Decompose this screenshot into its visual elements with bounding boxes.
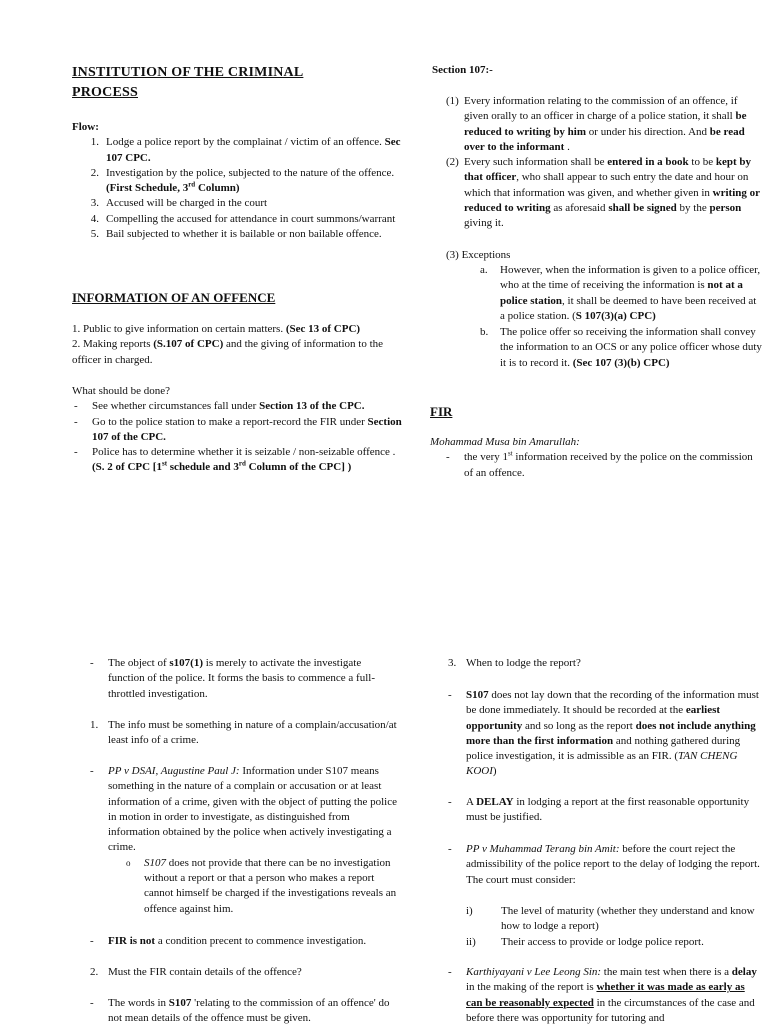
point-number: 3. bbox=[448, 657, 457, 669]
sub2-c: to be bbox=[688, 156, 716, 168]
flow-label: Flow: bbox=[72, 121, 99, 133]
sub2-i: by the bbox=[676, 201, 710, 214]
flow-item-number: 4. bbox=[90, 212, 99, 225]
fir-definition bbox=[430, 435, 760, 481]
flow-item-number: 1. bbox=[90, 136, 99, 149]
flow-item-text-bold: Sec 107 CPC. bbox=[106, 136, 401, 164]
exception-marker: a. bbox=[480, 264, 488, 276]
karthi-b: delay bbox=[731, 966, 757, 978]
flow-item-text-plain: Investigation by the police, subjected to the nature of the offence. bbox=[106, 166, 395, 179]
karthi-case-name: Karthiyayani v Lee Leong Sin: bbox=[466, 966, 602, 978]
subsection-number: (1) bbox=[446, 95, 459, 107]
roman-marker: ii) bbox=[466, 935, 476, 948]
list-item bbox=[88, 934, 398, 949]
circle-b: does not provide that there can be no investigation without a report or that a person who makes a report cannot himself be charged if the investigations reveals an offence against him. bbox=[144, 856, 397, 915]
flow-item bbox=[72, 135, 402, 166]
what-done-question: What should be done? bbox=[72, 385, 171, 397]
info-paragraph-2 bbox=[72, 337, 397, 368]
exc-b-b: (Sec 107 (3)(b) CPC) bbox=[572, 356, 670, 369]
roman-item bbox=[466, 904, 760, 935]
numbered-row bbox=[88, 965, 398, 980]
section-107-subsection-1 bbox=[446, 94, 761, 155]
list-item-text bbox=[92, 399, 402, 414]
terang-case-name: PP v Muhammad Terang bin Amit: bbox=[466, 843, 620, 855]
flow-item-text-bold: (First Schedule, 3rd Column) bbox=[106, 180, 240, 195]
flow-item-number: 3. bbox=[90, 197, 99, 210]
dsai-case-block bbox=[88, 764, 398, 917]
fir-case-name bbox=[430, 435, 760, 450]
circle-bullet-icon: o bbox=[126, 857, 131, 868]
list-item bbox=[88, 764, 398, 856]
subsection-text bbox=[464, 94, 761, 155]
list-item bbox=[446, 842, 760, 888]
circle-list-item bbox=[88, 856, 398, 917]
words-c: 'relating to the commission of an offence' do not mean details of the offence must be given. bbox=[108, 997, 390, 1024]
list-item-text bbox=[466, 688, 760, 780]
dash-bullet: - bbox=[74, 415, 78, 428]
object-a: The object of bbox=[108, 657, 170, 669]
object-c: is merely to activate the investigate function of the police. It forms the basis to commence a full-throttled investigation. bbox=[108, 657, 375, 700]
sub2-e: , who shall appear to such entry the date and hour on which that information was given, and whether given in bbox=[464, 171, 749, 199]
flow-item bbox=[72, 212, 402, 227]
s107-h: ) bbox=[492, 765, 497, 778]
flow-item-number: 2. bbox=[90, 166, 99, 179]
fir-not-a: FIR is not bbox=[108, 935, 156, 947]
sub2-b: entered in a book bbox=[607, 156, 689, 168]
delay-c: in lodging a report at the first reasonable opportunity must be justified. bbox=[466, 796, 750, 824]
terang-text: before the court reject the admissibility of the police report to the delay of lodging the report. The court must consider: bbox=[466, 843, 760, 886]
list-item-text bbox=[466, 795, 760, 826]
exc-a-d: S 107(3)(a) CPC) bbox=[575, 309, 656, 322]
numbered-row bbox=[446, 656, 760, 671]
dash-bullet: - bbox=[448, 966, 452, 978]
exception-a bbox=[480, 263, 762, 324]
sub1-a: Every information relating to the commission of an offence, if given orally to an officer in charge of a police station, it shall bbox=[464, 95, 738, 123]
info-paragraph-1 bbox=[72, 322, 397, 337]
flow-item-text: Accused will be charged in the court bbox=[106, 197, 268, 210]
s107-timing bbox=[446, 688, 760, 780]
words-b: S107 bbox=[168, 997, 192, 1009]
dash-bullet: - bbox=[90, 765, 94, 777]
fir-case-italic: Mohammad Musa bin Amarullah: bbox=[430, 436, 580, 448]
title-line-2: PROCESS bbox=[72, 85, 138, 100]
exc-a-b: not at a police station bbox=[500, 279, 743, 307]
flow-item bbox=[72, 166, 402, 197]
info-p2-plain: 2. Making reports bbox=[72, 338, 154, 351]
s107-b: does not lay down that the recording of the information must be done immediately. It should be recorded at the bbox=[466, 689, 759, 717]
information-paragraphs bbox=[72, 322, 397, 368]
dash-bullet: - bbox=[448, 689, 452, 701]
flow-item-number: 5. bbox=[90, 228, 99, 241]
exc-a-c: , it shall be deemed to have been received at a police station. ( bbox=[500, 294, 757, 322]
list-item bbox=[88, 996, 398, 1024]
roman-text: The level of maturity (whether they understand and know how to lodge a report) bbox=[501, 905, 755, 933]
list-item-text bbox=[466, 965, 760, 1024]
sub2-f: writing or reduced to writing bbox=[464, 186, 760, 214]
subsection-text bbox=[464, 155, 761, 231]
dash-bullet: - bbox=[74, 400, 78, 413]
dsai-case-name: PP v DSAI, Augustine Paul J: bbox=[108, 765, 240, 777]
sub2-j: person bbox=[709, 201, 742, 214]
list-item-plain: Go to the police station to make a report-record the FIR under bbox=[92, 415, 368, 428]
delay-a: A bbox=[466, 796, 477, 808]
circle-item-text bbox=[144, 856, 398, 917]
subsection-row bbox=[446, 155, 761, 231]
list-item bbox=[72, 399, 402, 414]
s107-f: and nothing gathered during police investigation, it is admissible as an FIR. ( bbox=[466, 734, 741, 763]
list-item-text bbox=[92, 445, 402, 476]
dsai-text: Information under S107 means something in the nature of a complain or accusation or at least information of a crime, given with the object of putting the police in motion in order to investigate, as distinguished from information obtained by the police when actively investigating a crime. bbox=[108, 765, 397, 854]
dash-bullet: - bbox=[90, 657, 94, 669]
terang-case-block bbox=[446, 842, 760, 888]
dash-bullet: - bbox=[90, 935, 94, 947]
exception-row bbox=[480, 325, 762, 371]
list-item bbox=[446, 688, 760, 780]
dash-bullet: - bbox=[90, 997, 94, 1009]
words-in-s107 bbox=[88, 996, 398, 1024]
subsection-number: (2) bbox=[446, 156, 459, 168]
sub1-b: be reduced to writing by him bbox=[464, 110, 747, 138]
list-item-plain: Police has to determine whether it is seizable / non-seizable offence . bbox=[92, 446, 396, 459]
karthi-e: in the circumstances of the case and before there was opportunity for tutoring and bbox=[466, 996, 755, 1024]
list-item bbox=[430, 450, 760, 481]
list-item-plain: See whether circumstances fall under bbox=[92, 400, 260, 413]
page-two bbox=[0, 512, 768, 1024]
list-item-bold: Section 13 of the CPC. bbox=[259, 400, 365, 413]
karthiyayani-case-block bbox=[446, 965, 760, 1024]
sub2-k: giving it. bbox=[464, 217, 504, 230]
sub1-d: be read over to the informant bbox=[464, 125, 745, 153]
exception-text bbox=[500, 325, 762, 371]
list-item bbox=[446, 795, 760, 826]
list-item-text bbox=[108, 996, 398, 1024]
point-text: When to lodge the report? bbox=[466, 657, 581, 669]
flow-item-text: Compelling the accused for attendance in court summons/warrant bbox=[106, 212, 396, 225]
roman-item bbox=[466, 935, 760, 950]
list-item-text bbox=[108, 656, 398, 702]
exceptions-label: (3) Exceptions bbox=[446, 249, 511, 261]
flow-item-text-plain: Lodge a police report by the complainat / victim of an offence. bbox=[106, 136, 385, 149]
karthi-d: whether it was made as early as can be reasonably expected bbox=[466, 981, 745, 1009]
what-should-be-done-section bbox=[72, 384, 402, 476]
sub1-c: or under his direction. And bbox=[586, 125, 710, 138]
flow-item bbox=[72, 227, 402, 242]
subsection-row bbox=[446, 94, 761, 155]
information-heading: INFORMATION OF AN OFFENCE bbox=[72, 290, 276, 305]
list-item-text bbox=[108, 764, 398, 856]
flow-item bbox=[72, 196, 402, 211]
flow-item-text bbox=[106, 135, 402, 166]
exc-a-a: However, when the information is given to a police officer, who at the time of receiving the information is bbox=[500, 264, 761, 292]
info-p1-plain: 1. Public to give information on certain matters. bbox=[72, 323, 286, 335]
exception-marker: b. bbox=[480, 326, 489, 338]
section-107-heading: Section 107:- bbox=[432, 64, 493, 76]
list-item bbox=[446, 965, 760, 1024]
exception-b bbox=[480, 325, 762, 371]
list-item bbox=[72, 415, 402, 446]
flow-item-text bbox=[106, 166, 402, 197]
dash-bullet: - bbox=[446, 451, 450, 464]
s107-c: earliest opportunity bbox=[466, 704, 721, 732]
point-1 bbox=[88, 718, 398, 749]
sub2-g: as aforesaid bbox=[550, 201, 609, 214]
info-p2-bold: (S.107 of CPC) bbox=[153, 338, 224, 351]
karthi-a: the main test when there is a bbox=[601, 966, 732, 978]
fir-not-condition bbox=[88, 934, 398, 949]
object-b: s107(1) bbox=[169, 657, 204, 669]
numbered-row bbox=[88, 718, 398, 749]
point-text: The info must be something in nature of a complain/accusation/at least info of a crime. bbox=[108, 719, 397, 747]
sub2-a: Every such information shall be bbox=[464, 156, 608, 168]
list-item-text bbox=[108, 934, 398, 949]
title-line-1: INSTITUTION OF THE CRIMINAL bbox=[72, 65, 304, 80]
fir-not-b: a condition precent to commence investigation. bbox=[155, 935, 367, 947]
list-item-bold: Section 107 of the CPC. bbox=[92, 415, 402, 443]
exception-text bbox=[500, 263, 762, 324]
point-number: 1. bbox=[90, 719, 99, 731]
sub2-d: kept by that officer bbox=[464, 156, 752, 184]
point-number: 2. bbox=[90, 966, 99, 978]
s107-g: TAN CHENG KOOI bbox=[466, 750, 738, 778]
document-title bbox=[72, 63, 372, 103]
fir-heading: FIR bbox=[430, 404, 453, 419]
roman-list bbox=[466, 904, 760, 950]
section-107-subsection-2 bbox=[446, 155, 761, 231]
roman-text: Their access to provide or lodge police report. bbox=[501, 935, 704, 948]
point-3 bbox=[446, 656, 760, 671]
exc-b-a: The police offer so receiving the information shall convey the information to an OCS or any police officer whose duty it is to record it. bbox=[500, 326, 762, 369]
sub1-e: . bbox=[564, 140, 570, 153]
point-text: Must the FIR contain details of the offence? bbox=[108, 966, 302, 978]
list-item-text bbox=[466, 842, 760, 888]
circle-a: S107 bbox=[144, 856, 166, 869]
delay-paragraph bbox=[446, 795, 760, 826]
info-p2-tail: and the giving of information to the officer in charged. bbox=[72, 338, 384, 366]
dash-bullet: - bbox=[448, 796, 452, 808]
flow-section bbox=[72, 120, 402, 242]
list-item-text bbox=[92, 415, 402, 446]
dash-bullet: - bbox=[448, 843, 452, 855]
list-item-text: the very 1st information received by the police on the commission of an offence. bbox=[464, 449, 753, 479]
list-item-bold: (S. 2 of CPC [1st schedule and 3rd Column of the CPC] ) bbox=[92, 459, 352, 474]
object-paragraph bbox=[88, 656, 398, 702]
s107-e: does not include anything more than the first information bbox=[466, 719, 756, 747]
karthi-c: in the making of the report is bbox=[466, 981, 597, 994]
list-item bbox=[88, 656, 398, 702]
info-p1-bold: (Sec 13 of CPC) bbox=[285, 323, 361, 335]
exception-row bbox=[480, 263, 762, 324]
roman-marker: i) bbox=[466, 905, 473, 917]
flow-item-text: Bail subjected to whether it is bailable or non bailable offence. bbox=[106, 228, 382, 241]
s107-d: and so long as the report bbox=[522, 719, 636, 732]
list-item bbox=[72, 445, 402, 476]
dash-bullet: - bbox=[74, 446, 78, 459]
sub2-h: shall be signed bbox=[608, 201, 677, 214]
delay-b: DELAY bbox=[476, 796, 514, 808]
words-a: The words in bbox=[108, 997, 169, 1009]
s107-a: S107 bbox=[466, 689, 489, 701]
point-2 bbox=[88, 965, 398, 980]
